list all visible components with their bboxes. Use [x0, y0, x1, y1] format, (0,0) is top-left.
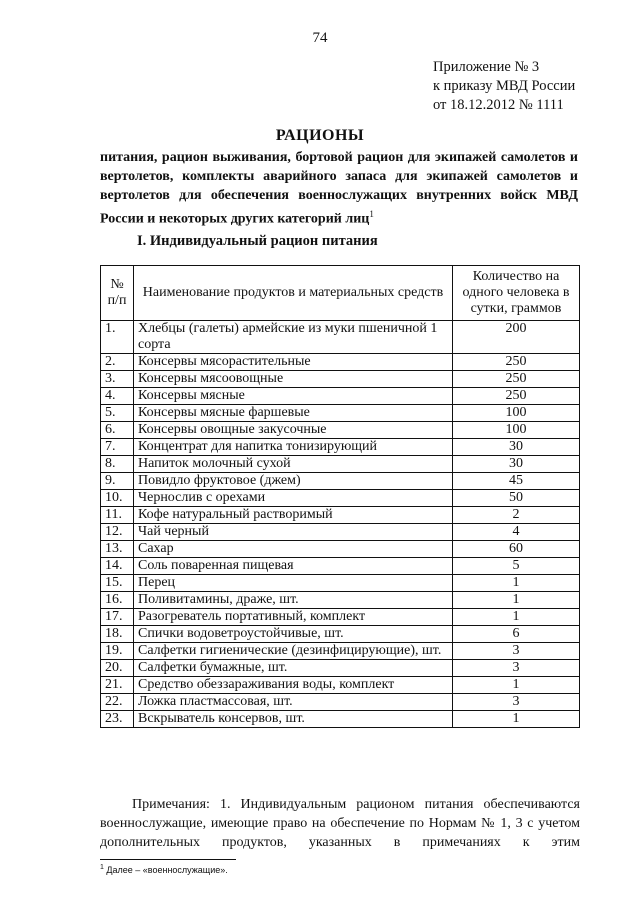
row-num: 5.	[101, 405, 134, 422]
row-num: 20.	[101, 660, 134, 677]
row-name: Сахар	[134, 541, 453, 558]
row-name: Кофе натуральный растворимый	[134, 507, 453, 524]
row-qty: 200	[453, 321, 580, 354]
table-row	[101, 490, 580, 507]
subtitle-footnote-mark: 1	[369, 209, 374, 219]
row-num: 2.	[101, 354, 134, 371]
row-name: Хлебцы (галеты) армейские из муки пшеничной 1 сорта	[134, 321, 453, 354]
table-row	[101, 422, 580, 439]
row-num: 23.	[101, 711, 134, 728]
row-name: Салфетки бумажные, шт.	[134, 660, 453, 677]
document-title: РАЦИОНЫ	[275, 127, 365, 144]
row-qty: 3	[453, 694, 580, 711]
table-row	[101, 524, 580, 541]
table-row	[101, 405, 580, 422]
row-name: Вскрыватель консервов, шт.	[134, 711, 453, 728]
row-name: Консервы мясные фаршевые	[134, 405, 453, 422]
row-qty: 100	[453, 405, 580, 422]
row-num: 15.	[101, 575, 134, 592]
row-qty: 1	[453, 575, 580, 592]
row-qty: 3	[453, 643, 580, 660]
row-qty: 6	[453, 626, 580, 643]
row-num: 6.	[101, 422, 134, 439]
row-qty: 1	[453, 609, 580, 626]
row-name: Консервы мясоовощные	[134, 371, 453, 388]
row-num: 1.	[101, 321, 134, 354]
table-row	[101, 456, 580, 473]
table-row	[101, 711, 580, 728]
row-name: Концентрат для напитка тонизирующий	[134, 439, 453, 456]
footnote	[100, 864, 228, 875]
row-name: Ложка пластмассовая, шт.	[134, 694, 453, 711]
row-name: Соль поваренная пищевая	[134, 558, 453, 575]
row-name: Перец	[134, 575, 453, 592]
row-qty: 45	[453, 473, 580, 490]
row-num: 21.	[101, 677, 134, 694]
row-num: 22.	[101, 694, 134, 711]
table-row	[101, 541, 580, 558]
appendix-line-3: от 18.12.2012 № 1111	[433, 97, 564, 113]
row-num: 13.	[101, 541, 134, 558]
row-qty: 4	[453, 524, 580, 541]
row-name: Средство обеззараживания воды, комплект	[134, 677, 453, 694]
appendix-line-2: к приказу МВД России	[433, 78, 576, 94]
row-qty: 1	[453, 592, 580, 609]
footnote-divider	[100, 859, 236, 860]
row-num: 12.	[101, 524, 134, 541]
row-qty: 3	[453, 660, 580, 677]
row-num: 14.	[101, 558, 134, 575]
appendix-reference	[433, 58, 575, 115]
row-name: Повидло фруктовое (джем)	[134, 473, 453, 490]
row-name: Консервы мясорастительные	[134, 354, 453, 371]
row-num: 3.	[101, 371, 134, 388]
row-name: Консервы мясные	[134, 388, 453, 405]
table-row	[101, 592, 580, 609]
row-qty: 1	[453, 711, 580, 728]
row-num: 18.	[101, 626, 134, 643]
row-name: Салфетки гигиенические (дезинфицирующие), шт.	[134, 643, 453, 660]
subtitle-text: питания, рацион выживания, бортовой рацион для экипажей самолетов и вертолетов, комплекты аварийного запаса для экипажей самолетов и вертолетов для обеспечения военнослужащих внутренних войск МВД России и некоторых других категорий лиц	[100, 150, 578, 227]
row-num: 7.	[101, 439, 134, 456]
table-row	[101, 507, 580, 524]
row-name: Поливитамины, драже, шт.	[134, 592, 453, 609]
row-num: 4.	[101, 388, 134, 405]
table-body	[101, 321, 580, 728]
footnote-text: Далее – «военнослужащие».	[103, 865, 228, 875]
row-qty: 1	[453, 677, 580, 694]
document-subtitle	[100, 148, 578, 229]
row-num: 17.	[101, 609, 134, 626]
row-name: Напиток молочный сухой	[134, 456, 453, 473]
row-num: 9.	[101, 473, 134, 490]
table-header-row	[101, 266, 580, 321]
row-qty: 5	[453, 558, 580, 575]
row-name: Чернослив с орехами	[134, 490, 453, 507]
table-row	[101, 439, 580, 456]
row-qty: 30	[453, 439, 580, 456]
table-row	[101, 609, 580, 626]
header-qty: Количество на одного человека в сутки, граммов	[453, 266, 580, 321]
table-row	[101, 626, 580, 643]
notes-paragraph: Примечания: 1. Индивидуальным рационом питания обеспечиваются военнослужащие, имеющие право на обеспечение по Нормам № 1, 3 с учетом дополнительных продуктов, указанных в примечаниях к этим	[100, 797, 580, 850]
row-qty: 250	[453, 388, 580, 405]
appendix-line-1: Приложение № 3	[433, 59, 540, 75]
header-name: Наименование продуктов и материальных средств	[134, 266, 453, 321]
table-row	[101, 694, 580, 711]
row-num: 19.	[101, 643, 134, 660]
table-row	[101, 371, 580, 388]
row-qty: 2	[453, 507, 580, 524]
row-qty: 250	[453, 371, 580, 388]
footnote-mark: 1	[100, 864, 104, 871]
row-qty: 100	[453, 422, 580, 439]
row-name: Консервы овощные закусочные	[134, 422, 453, 439]
row-name: Чай черный	[134, 524, 453, 541]
row-num: 11.	[101, 507, 134, 524]
table-row	[101, 660, 580, 677]
table-row	[101, 473, 580, 490]
table-row	[101, 388, 580, 405]
table-row	[101, 558, 580, 575]
row-qty: 250	[453, 354, 580, 371]
section-heading: I. Индивидуальный рацион питания	[137, 233, 378, 249]
ration-table	[100, 265, 580, 728]
table-row	[101, 643, 580, 660]
table-row	[101, 677, 580, 694]
row-num: 16.	[101, 592, 134, 609]
row-qty: 60	[453, 541, 580, 558]
header-num: № п/п	[101, 266, 134, 321]
row-qty: 50	[453, 490, 580, 507]
page-number: 74	[312, 30, 328, 46]
row-name: Разогреватель портативный, комплект	[134, 609, 453, 626]
table-row	[101, 575, 580, 592]
row-name: Спички водоветроустойчивые, шт.	[134, 626, 453, 643]
table-row	[101, 354, 580, 371]
row-num: 8.	[101, 456, 134, 473]
table-row	[101, 321, 580, 354]
row-num: 10.	[101, 490, 134, 507]
row-qty: 30	[453, 456, 580, 473]
